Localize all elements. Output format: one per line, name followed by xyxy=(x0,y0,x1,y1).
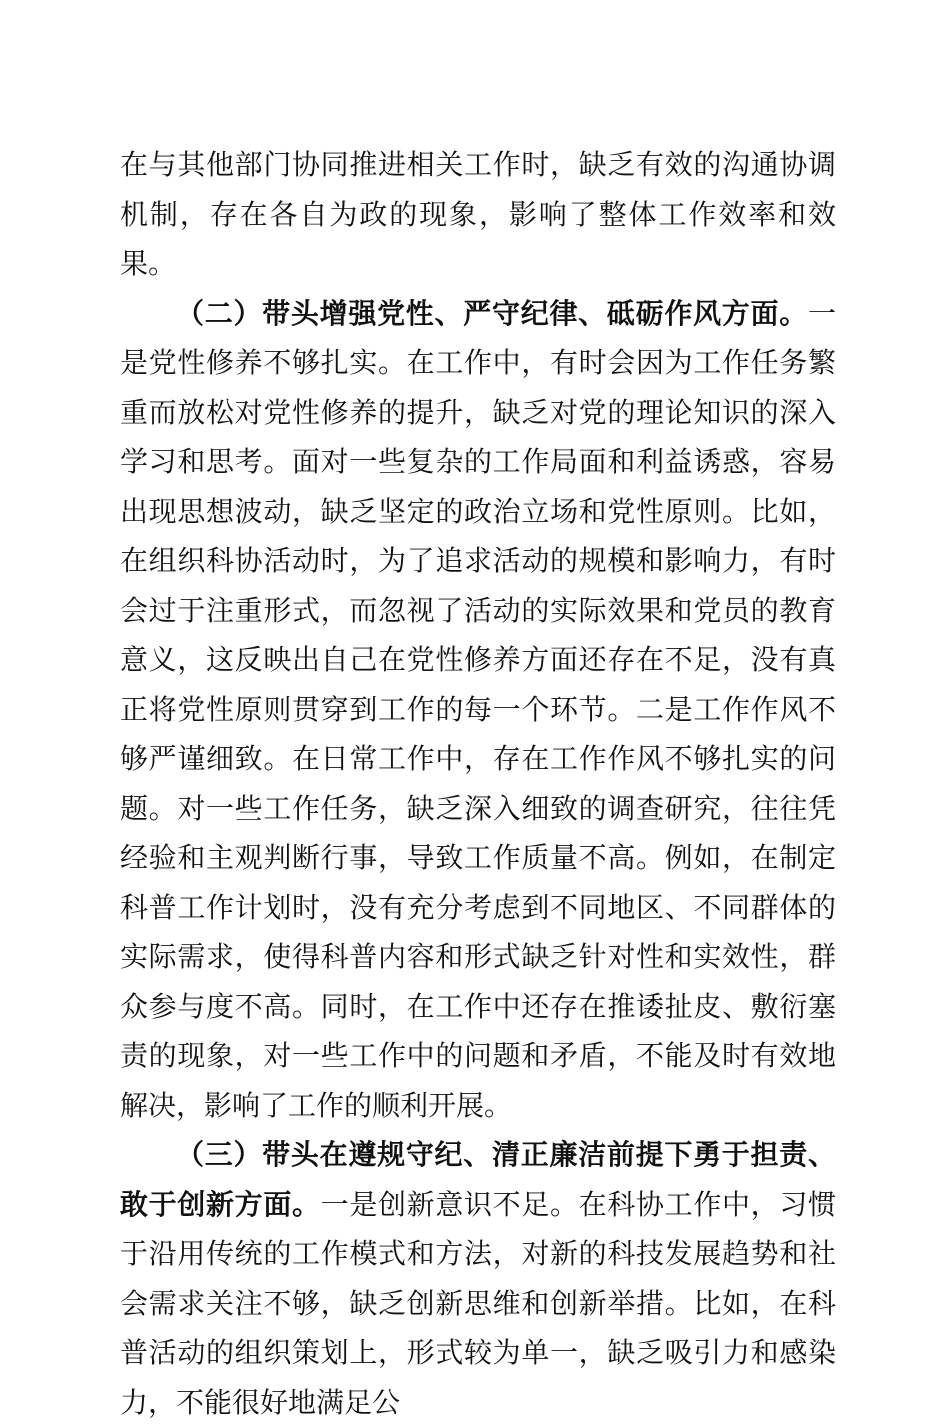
paragraph-continuation xyxy=(120,140,836,289)
document-body xyxy=(120,140,836,1427)
paragraph-section-two xyxy=(120,289,836,1131)
paragraph-section-three xyxy=(120,1130,836,1427)
section-heading: （三）带头在遵规守纪、清正廉洁前提下勇于担责、敢于创新方面。 xyxy=(120,1138,836,1221)
section-heading: （二）带头增强党性、严守纪律、砥砺作风方面。 xyxy=(176,296,808,330)
paragraph-text: 一是创新意识不足。在科协工作中，习惯于沿用传统的工作模式和方法，对新的科技发展趋势和社会需求关注不够，缺乏创新思维和创新举措。比如，在科普活动的组织策划上，形式较为单一，缺乏吸引力和感染力，不能很好地满足公 xyxy=(120,1187,836,1419)
paragraph-text: 一是党性修养不够扎实。在工作中，有时会因为工作任务繁重而放松对党性修养的提升，缺乏对党的理论知识的深入学习和思考。面对一些复杂的工作局面和利益诱惑，容易出现思想波动，缺乏坚定的政治立场和党性原则。比如，在组织科协活动时，为了追求活动的规模和影响力，有时会过于注重形式，而忽视了活动的实际效果和党员的教育意义，这反映出自己在党性修养方面还存在不足，没有真正将党性原则贯穿到工作的每一个环节。二是工作作风不够严谨细致。在日常工作中，存在工作作风不够扎实的问题。对一些工作任务，缺乏深入细致的调查研究，往往凭经验和主观判断行事，导致工作质量不高。例如，在制定科普工作计划时，没有充分考虑到不同地区、不同群体的实际需求，使得科普内容和形式缺乏针对性和实效性，群众参与度不高。同时，在工作中还存在推诿扯皮、敷衍塞责的现象，对一些工作中的问题和矛盾，不能及时有效地解决，影响了工作的顺利开展。 xyxy=(120,296,836,1122)
paragraph-text: 在与其他部门协同推进相关工作时，缺乏有效的沟通协调机制，存在各自为政的现象，影响了整体工作效率和效果。 xyxy=(120,148,836,280)
